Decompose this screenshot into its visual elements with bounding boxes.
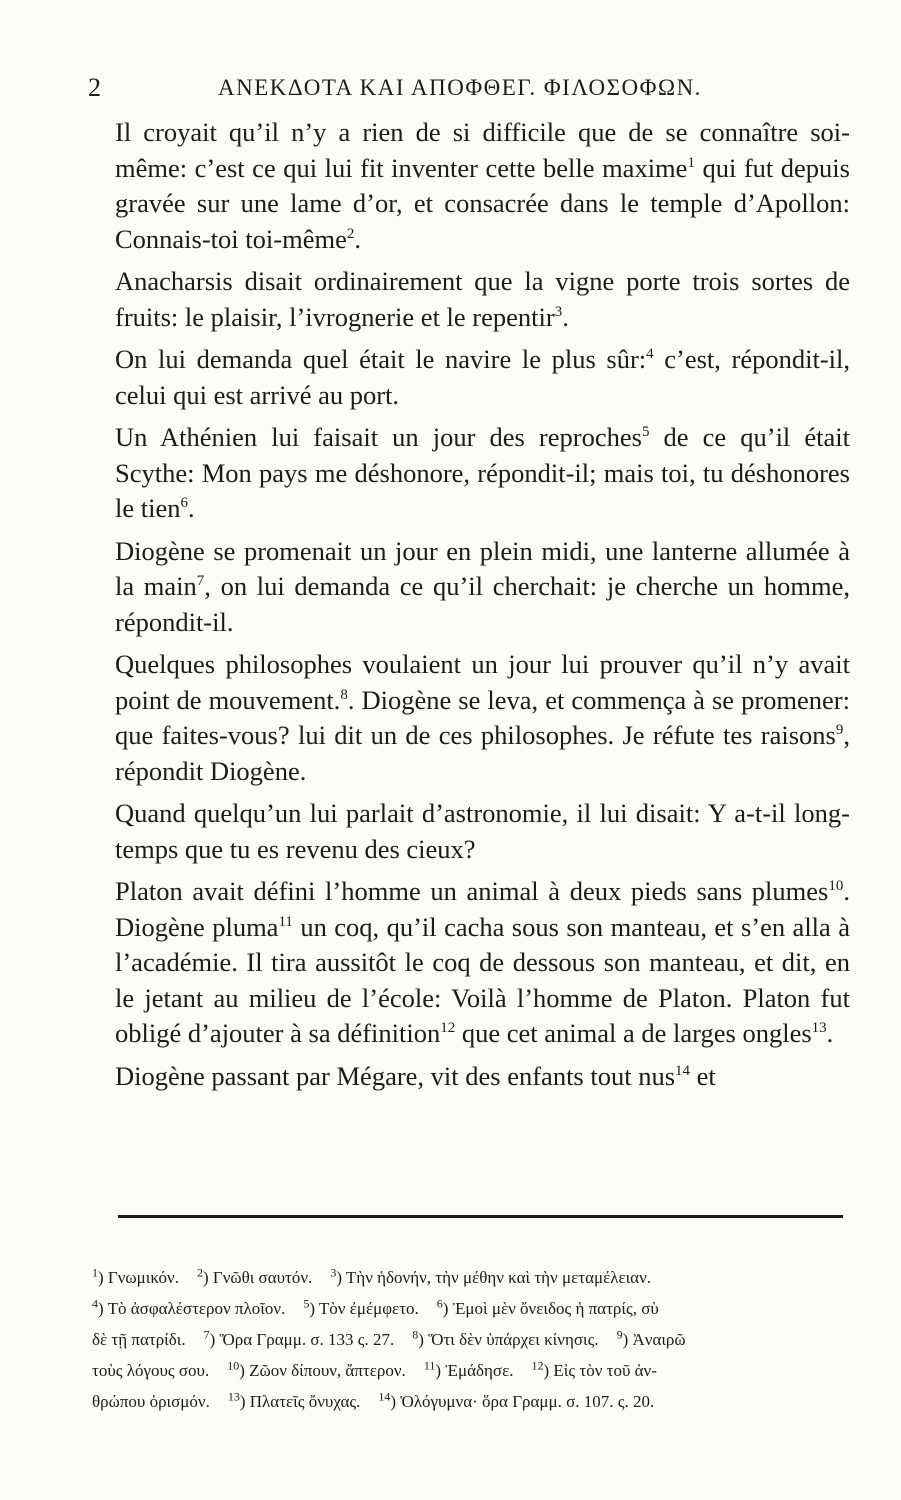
- text-run: , on lui demanda ce qu’il cherchait: je cherche un homme, répondit-il.: [115, 571, 850, 637]
- running-title: ΑΝΕΚΔΟΤΑ ΚΑΙ ΑΠΟΦΘΕΓ. ΦΙΛΟΣΟΦΩΝ.: [218, 75, 702, 100]
- text-run: Il croyait qu’il n’y a rien de si difficile que de se connaître soi-même: c’est ce qui lui fit inventer cette belle maxime: [115, 117, 850, 183]
- paragraph: [115, 1059, 850, 1095]
- text-run: qui fut depuis gravée sur une lame d’or, et consacrée dans le temple d’Apollon: Connais-toi toi-même: [115, 152, 850, 254]
- footnote-text: Γνῶθι σαυτόν.: [212, 1268, 313, 1287]
- footnote-ref: 12: [440, 1020, 456, 1037]
- footnote-ref: 13: [811, 1020, 827, 1037]
- text-run: Quelques philosophes voulaient un jour lui prouver qu’il n’y avait point de mouvement.: [115, 649, 850, 715]
- footnote-paren: ): [209, 1330, 220, 1349]
- text-run: Platon avait défini l’homme un animal à deux pieds sans plumes: [115, 876, 829, 906]
- footnote-ref: 5: [641, 424, 650, 441]
- footnote-number: 14: [378, 1389, 391, 1404]
- text-run: .: [188, 493, 195, 523]
- footnote-number: 11: [423, 1358, 436, 1373]
- footnote-text: Ἐμοὶ μὲν ὄνειδος ἡ πατρίς, σὺ: [452, 1299, 659, 1318]
- footnote-number: 6: [436, 1296, 443, 1311]
- footnote-number: 8: [412, 1327, 419, 1342]
- footnote: [303, 1296, 419, 1318]
- footnote-number: 12: [531, 1358, 544, 1373]
- text-run: et: [690, 1060, 716, 1091]
- footnote-divider: [118, 1215, 843, 1218]
- text-run: Diogène passant par Mégare, vit des enfants tout nus: [115, 1060, 676, 1091]
- footnote-number: 2: [196, 1265, 203, 1280]
- footnote-text: Ζῶον δίπουν, ἄπτερον.: [249, 1361, 406, 1380]
- text-run: Anacharsis disait ordinairement que la vigne porte trois sortes de fruits: le plaisir, l’ivrognerie et le repentir: [115, 266, 850, 332]
- text-run: de ce qu’il était Scythe: Mon pays me déshonore, répondit-il; mais toi, tu déshonores le tien: [115, 422, 850, 523]
- footnote: [92, 1265, 179, 1287]
- footnote-ref: 1: [687, 154, 695, 171]
- footnote: [92, 1330, 186, 1349]
- footnote-paren: ): [239, 1361, 250, 1380]
- footnote: [616, 1327, 686, 1349]
- footnote-text: Ὁλόγυμνα· ὅρα Γραμμ. σ. 107. ς. 20.: [400, 1392, 655, 1411]
- footnote-line: [92, 1324, 847, 1355]
- main-text: [115, 115, 850, 1094]
- text-run: .: [354, 223, 361, 254]
- footnote-paren: ): [309, 1299, 319, 1318]
- footnote-number: 4: [92, 1296, 98, 1311]
- paragraph: [115, 874, 850, 1052]
- footnote: [92, 1361, 209, 1380]
- text-run: . Diogène se leva, et commença à se promener: que faites-vous? lui dit un de ces philosophes. Je réfute tes raisons: [115, 684, 850, 750]
- footnote-number: 5: [303, 1296, 310, 1311]
- footnote: [423, 1358, 514, 1380]
- footnote-line: [92, 1386, 847, 1417]
- page-header: [88, 73, 848, 113]
- footnote-line: [92, 1355, 847, 1386]
- footnote-ref: 2: [346, 225, 355, 242]
- footnote: [378, 1389, 655, 1411]
- footnote-ref: 6: [180, 495, 188, 512]
- paragraph: [115, 342, 850, 413]
- footnote-number: 9: [616, 1327, 623, 1342]
- footnote-paren: ): [202, 1268, 213, 1287]
- text-run: .: [826, 1018, 834, 1048]
- paragraph: [115, 647, 850, 789]
- footnote-text: Πλατεῖς ὄνυχας.: [249, 1392, 361, 1411]
- paragraph: [115, 264, 850, 335]
- footnote: [412, 1327, 599, 1349]
- text-run: Un Athénien lui faisait un jour des reproches: [115, 422, 642, 452]
- footnote-paren: ): [418, 1330, 429, 1349]
- footnote-ref: 11: [278, 913, 293, 930]
- text-run: . Diogène pluma: [115, 876, 850, 942]
- footnote-text: Τὴν ἡδονήν, τὴν μέθην καὶ τὴν μεταμέλειαν.: [345, 1268, 652, 1287]
- footnote-ref: 3: [554, 303, 563, 320]
- footnote: [227, 1389, 361, 1411]
- footnote-text: Ἀναιρῶ: [632, 1330, 686, 1349]
- paragraph: [115, 420, 850, 527]
- footnote-text: Γνωμικόν.: [107, 1268, 179, 1287]
- footnotes: [92, 1262, 847, 1417]
- footnote-line: [92, 1262, 847, 1293]
- footnote-text: Ὅρα Γραμμ. σ. 133 ς. 27.: [219, 1330, 395, 1349]
- footnote-text: Τὸν ἐμέμφετο.: [318, 1299, 419, 1318]
- text-run: Quand quelqu’un lui parlait d’astronomie, il lui disait: Y a-t-il long-temps que tu es revenu des cieux?: [115, 798, 850, 864]
- footnote-text: Εἰς τὸν τοῦ ἀν-: [553, 1361, 657, 1380]
- footnote-paren: ): [98, 1268, 108, 1287]
- footnote-paren: ): [390, 1392, 401, 1411]
- footnote-number: 10: [227, 1358, 240, 1373]
- footnote-text: τοὺς λόγους σου.: [92, 1361, 210, 1380]
- text-run: .: [562, 301, 569, 332]
- footnote-ref: 10: [828, 878, 844, 895]
- footnote-ref: 4: [646, 346, 654, 363]
- footnote-ref: 9: [835, 722, 844, 739]
- footnote-paren: ): [442, 1299, 453, 1318]
- footnote-number: 1: [92, 1265, 98, 1280]
- text-run: c’est, répondit-il, celui qui est arrivé au port.: [115, 344, 850, 410]
- footnote-number: 3: [330, 1265, 337, 1280]
- footnote-ref: 14: [675, 1062, 691, 1079]
- footnote-paren: ): [336, 1268, 346, 1287]
- paragraph: [115, 115, 850, 257]
- footnote-text: Τὸ ἀσφαλέστερον πλοῖον.: [107, 1299, 286, 1318]
- footnote-number: 13: [227, 1389, 240, 1404]
- footnote-paren: ): [622, 1330, 633, 1349]
- text-run: Diogène se promenait un jour en plein midi, une lanterne allumée à la main: [115, 535, 850, 601]
- text-run: un coq, qu’il cacha sous son manteau, et s’en alla à l’académie. Il tira aussitôt le coq de dessous son manteau, et dit, en le jetant au milieu de l’école: Voilà l’homme de Platon. Platon fut obligé d’ajouter à sa définition: [115, 911, 851, 1048]
- footnote-paren: ): [239, 1392, 250, 1411]
- footnote: [330, 1265, 652, 1287]
- footnote: [227, 1358, 406, 1380]
- paragraph: [115, 534, 850, 641]
- page-number: 2: [88, 73, 101, 102]
- footnote-line: [92, 1293, 847, 1324]
- footnote: [92, 1296, 286, 1318]
- footnote-paren: ): [543, 1361, 554, 1380]
- footnote-paren: ): [98, 1299, 108, 1318]
- footnote-text: δὲ τῇ πατρίδι.: [92, 1330, 186, 1349]
- text-run: On lui demanda quel était le navire le plus sûr:: [115, 344, 647, 374]
- footnote-text: θρώπου ὁρισμόν.: [92, 1392, 210, 1411]
- text-run: que cet animal a de larges ongles: [455, 1018, 812, 1048]
- footnote-text: Ὅτι δὲν ὑπάρχει κίνησις.: [428, 1330, 599, 1349]
- footnote-ref: 8: [340, 686, 348, 703]
- footnote-text: Ἐμάδησε.: [445, 1361, 514, 1380]
- paragraph: [115, 796, 850, 867]
- footnote: [196, 1265, 313, 1287]
- footnote-ref: 7: [196, 573, 205, 590]
- footnote-paren: ): [435, 1361, 446, 1380]
- footnote-number: 7: [203, 1327, 210, 1342]
- text-run: , répondit Diogène.: [115, 720, 850, 786]
- footnote: [203, 1327, 395, 1349]
- footnote: [436, 1296, 659, 1318]
- footnote: [92, 1392, 210, 1411]
- footnote: [531, 1358, 657, 1380]
